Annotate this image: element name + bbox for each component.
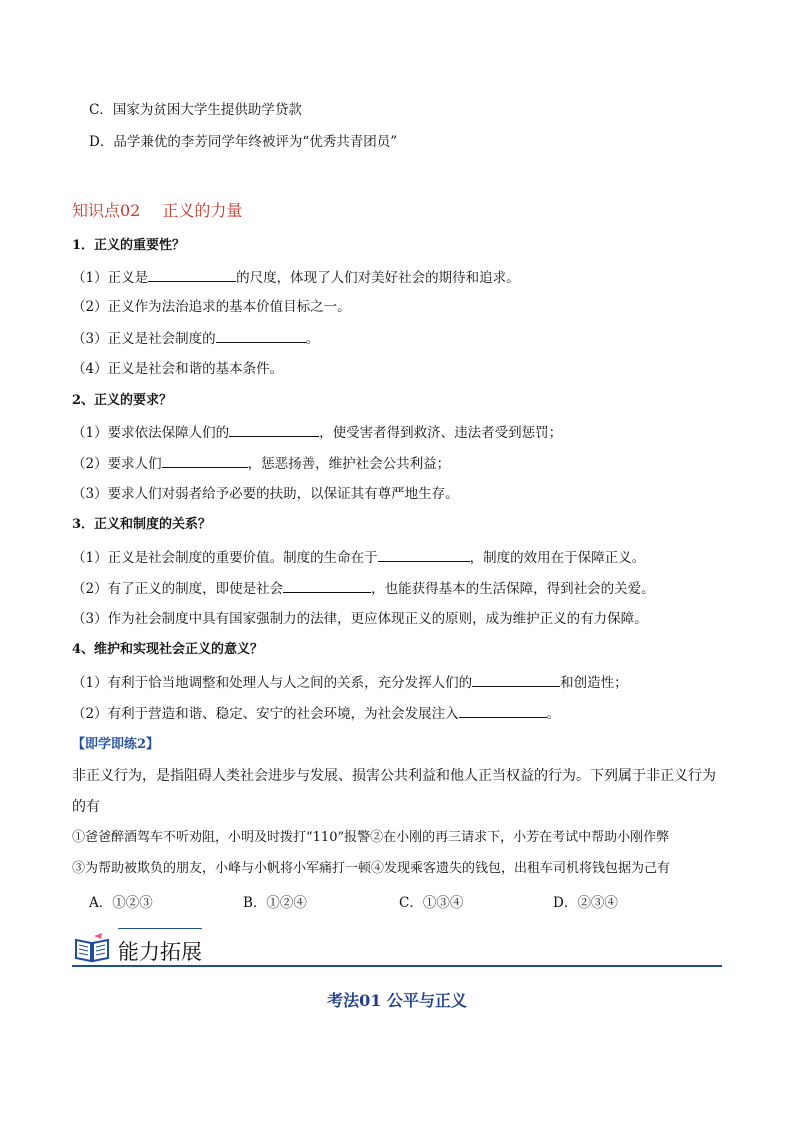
section-2-heading: 2、正义的要求？	[72, 393, 173, 408]
fill-blank	[162, 454, 248, 468]
section-3-item-3: （3）作为社会制度中具有国家强制力的法律，更应体现正义的原则，成为维护正义的有力保障。	[72, 611, 648, 627]
practice-statement-line-1: ①爸爸醉酒驾车不听劝阻，小明及时拨打“110”报警②在小刚的再三请求下，小芳在考试中帮助小刚作弊	[72, 830, 670, 845]
section-1-item-1: （1）正义是 的尺度，体现了人们对美好社会的期待和追求。	[72, 270, 520, 286]
section-1-heading: 1．正义的重要性？	[72, 238, 186, 253]
fill-blank	[459, 704, 547, 718]
fill-blank	[472, 673, 560, 687]
option-c: C．国家为贫困大学生提供助学贷款	[89, 102, 302, 118]
section-2-item-1: （1）要求依法保障人们的 ，使受害者得到救济、违法者受到惩罚；	[72, 425, 563, 441]
banner-top-rule	[118, 928, 202, 929]
fill-blank	[378, 548, 470, 562]
section-banner-title: 能力拓展	[118, 940, 202, 964]
section-3-item-1: （1）正义是社会制度的重要价值。制度的生命在于 ，制度的效用在于保障正义。	[72, 550, 646, 566]
fill-blank	[283, 579, 371, 593]
practice-question-line-1: 非正义行为，是指阻碍人类社会进步与发展、损害公共利益和他人正当权益的行为。下列属于非正义行为	[72, 768, 716, 784]
section-2-item-2: （2）要求人们 ，惩恶扬善，维护社会公共利益；	[72, 456, 451, 472]
practice-label: 【即学即练2】	[72, 737, 160, 752]
section-4-heading: 4、维护和实现社会正义的意义？	[72, 642, 264, 657]
choice-d[interactable]: D．②③④	[553, 895, 618, 911]
fill-blank	[216, 329, 306, 343]
section-4-item-1: （1）有利于恰当地调整和处理人与人之间的关系，充分发挥人们的 和创造性；	[72, 675, 628, 691]
fill-blank	[229, 423, 319, 437]
knowledge-point-heading	[72, 198, 242, 221]
section-1-item-3: （3）正义是社会制度的 。	[72, 331, 320, 347]
choice-a[interactable]: A．①②③	[89, 895, 153, 911]
fill-blank	[148, 268, 236, 282]
exam-method-title: 考法01 公平与正义	[327, 991, 467, 1010]
practice-statement-line-2: ③为帮助被欺负的朋友，小峰与小帆将小军痛打一顿④发现乘客遗失的钱包，出租车司机将钱包据为己有	[72, 861, 671, 876]
choice-b[interactable]: B．①②④	[243, 895, 307, 911]
knowledge-point-title: 正义的力量	[162, 201, 243, 220]
knowledge-point-number: 知识点02	[72, 201, 141, 220]
choice-c[interactable]: C．①③④	[399, 895, 464, 911]
section-3-heading: 3．正义和制度的关系？	[72, 517, 212, 532]
section-3-item-2: （2）有了正义的制度，即使是社会 ，也能获得基本的生活保障，得到社会的关爱。	[72, 581, 655, 597]
section-1-item-4: （4）正义是社会和谐的基本条件。	[72, 361, 284, 377]
section-2-item-3: （3）要求人们对弱者给予必要的扶助，以保证其有尊严地生存。	[72, 486, 459, 502]
book-icon	[72, 932, 112, 964]
banner-divider	[72, 965, 722, 967]
section-4-item-2: （2）有利于营造和谐、稳定、安宁的社会环境，为社会发展注入 。	[72, 706, 561, 722]
practice-question-line-2: 的有	[72, 799, 100, 815]
option-d: D．品学兼优的李芳同学年终被评为“优秀共青团员”	[89, 134, 398, 150]
section-1-item-2: （2）正义作为法治追求的基本价值目标之一。	[72, 299, 351, 315]
